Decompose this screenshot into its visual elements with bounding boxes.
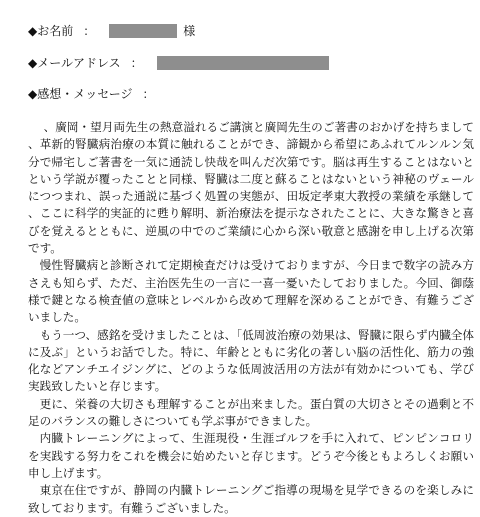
message-paragraph: 更に、栄養の大切さも理解することが出来ました。蛋白質の大切さとその過剰と不足のバランスの難しさについても学ぶ事ができました。 [28, 396, 474, 429]
email-colon: ： [130, 56, 143, 70]
message-paragraph: もう一つ、感銘を受けましたことは、「低周波治療の効果は、腎臓に限らず内臓全体に及ぶ」というお話でした。特に、年齢とともに劣化の著しい脳の活性化、筋力の強化などアンチエイジングに、どのような低周波活用の方法が有効かについても、学び実践致したいと存じます。 [28, 327, 474, 394]
message-paragraph: 東京在住ですが、静岡の内臓トレーニングご指導の現場を見学できるのを楽しみに致しております。有難うございました。 [28, 483, 474, 515]
name-label: ◆お名前 [28, 24, 74, 38]
name-honorific: 様 [183, 24, 196, 38]
email-label: ◆メールアドレス [28, 56, 121, 70]
email-redaction [157, 56, 329, 70]
email-row [28, 55, 329, 71]
message-body [28, 119, 474, 517]
message-paragraph: 内臓トレーニングによって、生涯現役・生涯ゴルフを手に入れて、ピンピンコロリを実践する努力をこれを機会に始めたいと存じます。どうぞ今後ともよろしくお願い申し上げます。 [28, 431, 474, 480]
name-redaction [109, 24, 177, 38]
name-row [28, 23, 195, 39]
message-label: ◆感想・メッセージ [28, 87, 133, 101]
message-colon: ： [142, 87, 155, 101]
message-paragraph: 慢性腎臓病と診断されて定期検査だけは受けておりますが、今日まで数字の読み方さえも知らず、ただ、主治医先生の一言に一喜一憂いたしておりました。今回、御蔭様で鍵となる検査値の意味とレベルから改めて理解を深めることができ、有難うございました。 [28, 258, 474, 325]
name-colon: ： [83, 24, 96, 38]
message-paragraph: 、廣岡・望月両先生の熱意溢れるご講演と廣岡先生のご著書のおかげを持ちまして、革新的腎臓病治療の本質に触れることができ、諦観から希望にあふれてルンルン気分で帰宅しご著書を一気に通読し快哉を叫んだ次第です。脳は再生することはないとという学説が覆ったことと同様、腎臓は二度と蘇ることはないという神秘のヴェールにつつまれ、誤った通説に基づく処置の実態が、田坂定孝東大教授の業績を承継して、ここに科学的実証的に甦り解明、新治療法を提示なされたことに、大きな驚きと喜びを覚えるとともに、逆風の中でのご業績に心から深い敬意と感謝を申し上げる次第です。 [28, 120, 474, 256]
message-row [28, 86, 155, 102]
